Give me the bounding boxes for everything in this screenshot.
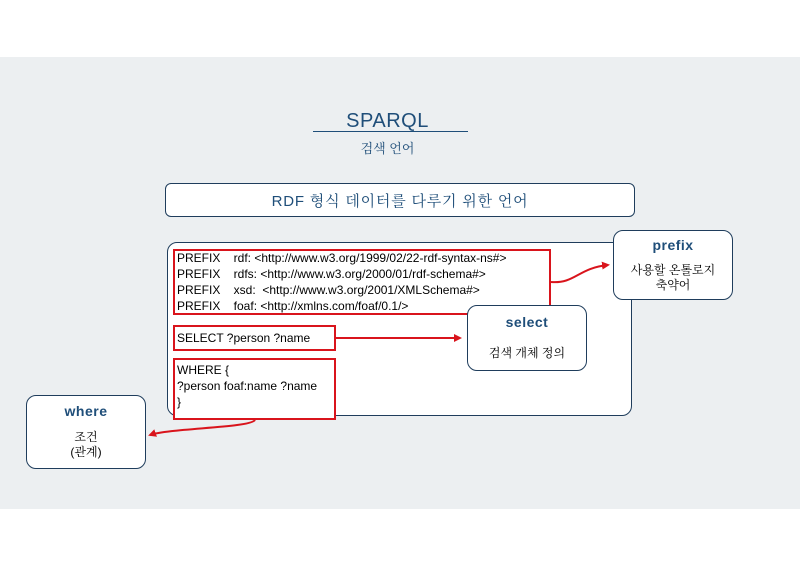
where-line-triple: ?person foaf:name ?name bbox=[177, 379, 318, 393]
prefix-callout-title: prefix bbox=[652, 237, 694, 253]
prefix-line-xsd: PREFIX xsd: <http://www.w3.org/2001/XMLSchema#> bbox=[177, 283, 480, 297]
where-line-close: } bbox=[177, 395, 182, 409]
prefix-callout-desc-1: 사용할 온톨로지 bbox=[630, 263, 716, 277]
prefix-arrow bbox=[551, 265, 608, 282]
select-callout-desc: 검색 개체 정의 bbox=[488, 346, 566, 360]
page-title: SPARQL bbox=[346, 110, 429, 132]
prefix-line-foaf: PREFIX foaf: <http://xmlns.com/foaf/0.1/> bbox=[177, 299, 409, 313]
where-callout-title: where bbox=[64, 403, 108, 419]
description-banner: RDF 형식 데이터를 다루기 위한 언어 bbox=[165, 183, 635, 217]
where-line-open: WHERE { bbox=[177, 363, 230, 377]
where-callout-desc-1: 조건 bbox=[74, 430, 98, 444]
where-callout-desc-2: (관계) bbox=[70, 445, 102, 459]
where-arrow bbox=[150, 420, 255, 435]
page-subtitle: 검색 언어 bbox=[360, 141, 415, 156]
prefix-line-rdf: PREFIX rdf: <http://www.w3.org/1999/02/22-rdf-syntax-ns#> bbox=[177, 251, 507, 265]
select-callout-title: select bbox=[505, 314, 549, 330]
prefix-callout-desc-2: 축약어 bbox=[655, 278, 691, 292]
prefix-line-rdfs: PREFIX rdfs: <http://www.w3.org/2000/01/rdf-schema#> bbox=[177, 267, 486, 281]
select-line: SELECT ?person ?name bbox=[177, 331, 311, 345]
